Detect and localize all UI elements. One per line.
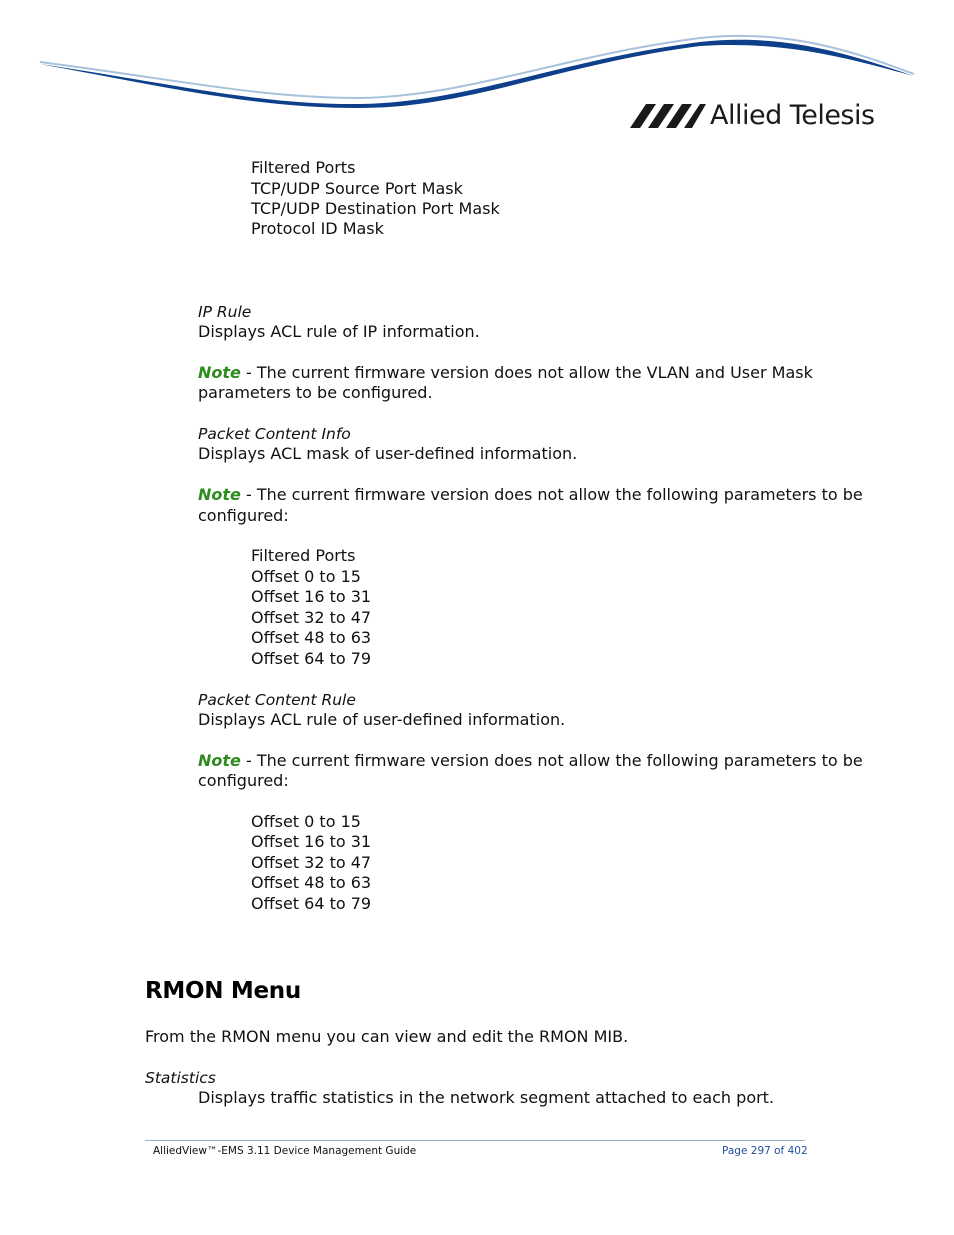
section-title-packet-content-info: Packet Content Info — [198, 425, 351, 443]
note-text-continued: configured: — [198, 771, 289, 790]
list-item: Offset 64 to 79 — [251, 894, 372, 913]
section-desc-ip-rule: Displays ACL rule of IP information. — [198, 322, 480, 341]
note-label: Note — [198, 751, 241, 770]
note-packet-content-rule — [198, 751, 863, 771]
list-item: TCP/UDP Source Port Mask — [251, 179, 463, 198]
section-desc-packet-content-rule: Displays ACL rule of user-defined information. — [198, 710, 566, 729]
rmon-intro: From the RMON menu you can view and edit the RMON MIB. — [145, 1027, 629, 1046]
note-packet-content-info — [198, 485, 863, 505]
section-title-packet-content-rule: Packet Content Rule — [198, 691, 356, 709]
brand-name: Allied Telesis — [710, 100, 875, 131]
list-item: Offset 32 to 47 — [251, 608, 372, 627]
note-text: - The current firmware version does not allow the following parameters to be — [240, 485, 863, 504]
note-label: Note — [198, 363, 241, 382]
list-item: Protocol ID Mask — [251, 219, 384, 238]
list-item: Filtered Ports — [251, 158, 356, 177]
note-text-continued: configured: — [198, 506, 289, 525]
list-item: Offset 16 to 31 — [251, 832, 372, 851]
allied-telesis-mark-icon — [630, 102, 706, 130]
footer-doc-title: AlliedView™-EMS 3.11 Device Management Guide — [153, 1145, 417, 1157]
list-item: Offset 48 to 63 — [251, 873, 372, 892]
list-item: Offset 48 to 63 — [251, 628, 372, 647]
list-item: TCP/UDP Destination Port Mask — [251, 199, 500, 218]
note-label: Note — [198, 485, 241, 504]
footer-page-number: Page 297 of 402 — [722, 1145, 808, 1157]
list-item: Filtered Ports — [251, 546, 356, 565]
list-item: Offset 0 to 15 — [251, 812, 361, 831]
section-desc-statistics: Displays traffic statistics in the network segment attached to each port. — [198, 1088, 775, 1107]
list-item: Offset 16 to 31 — [251, 587, 372, 606]
note-text-continued: parameters to be configured. — [198, 383, 433, 402]
note-text: - The current firmware version does not allow the following parameters to be — [240, 751, 863, 770]
note-ip-rule — [198, 363, 813, 383]
list-item: Offset 32 to 47 — [251, 853, 372, 872]
section-title-statistics: Statistics — [145, 1069, 216, 1087]
list-item: Offset 64 to 79 — [251, 649, 372, 668]
list-item: Offset 0 to 15 — [251, 567, 361, 586]
section-desc-packet-content-info: Displays ACL mask of user-defined information. — [198, 444, 578, 463]
footer-divider — [145, 1140, 805, 1141]
note-text: - The current firmware version does not allow the VLAN and User Mask — [240, 363, 813, 382]
section-heading-rmon-menu: RMON Menu — [145, 978, 301, 1004]
section-title-ip-rule: IP Rule — [198, 303, 252, 321]
